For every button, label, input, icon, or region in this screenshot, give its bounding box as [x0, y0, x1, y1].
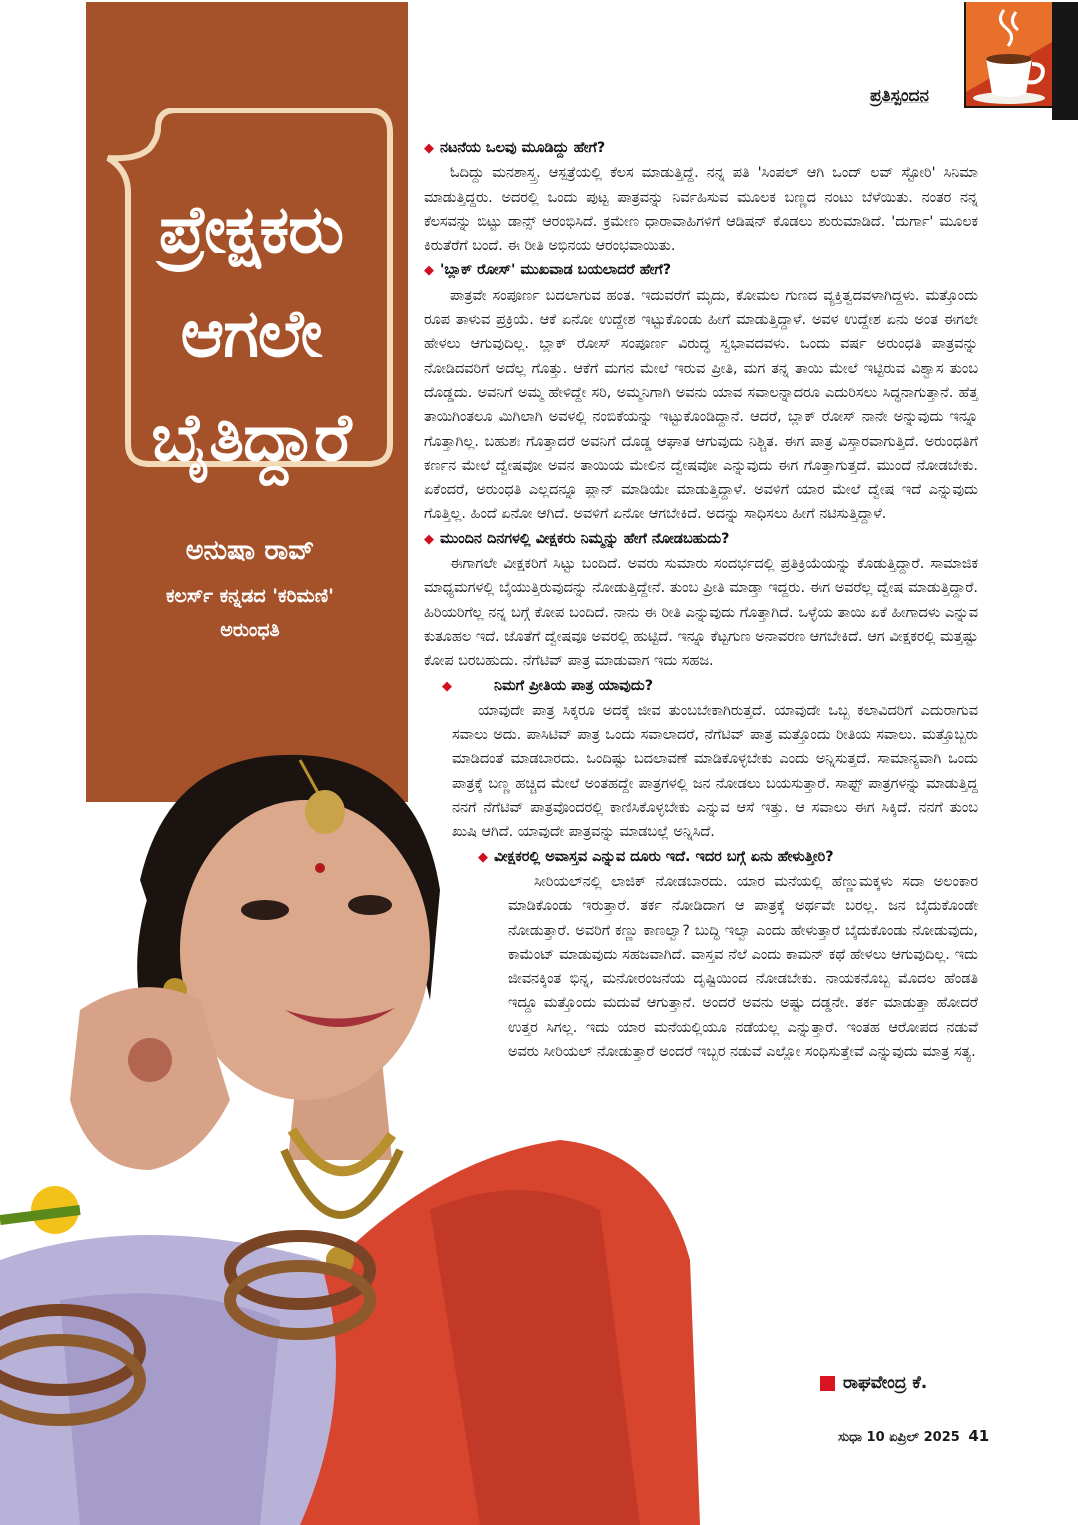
corner-strip — [1052, 2, 1078, 120]
red-square-icon — [820, 1376, 835, 1391]
interviewee-character: ಅರುಂಧತಿ — [220, 619, 280, 641]
headline-line: ಆಗಲೇ — [180, 295, 322, 372]
answer: ಪಾತ್ರವೇ ಸಂಪೂರ್ಣ ಬದಲಾಗುವ ಹಂತ. ಇದುವರೆಗೆ ಮೃದು, ಕೋಮಲ ಗುಣದ ವ್ಯಕ್ತಿತ್ವದವಳಾಗಿದ್ದಳು. ಮತ್ತೊಂದು ರೂಪ ತಾಳುವ ಪ್ರಕ್ರಿಯೆ. ಆಕೆ ಏನೋ ಉದ್ದೇಶ ಇಟ್ಟುಕೊಂಡು ಹೀಗೆ ಮಾಡುತ್ತಿದ್ದಾಳೆ. ಅವಳ ಉದ್ದೇಶ ಏನು ಅಂತ ಈಗಲೇ ಹೇಳಲು ಆಗುವುದಿಲ್ಲ. ಬ್ಲಾಕ್ ರೋಸ್ ಸಂಪೂರ್ಣ ವಿರುದ್ಧ ಸ್ವಭಾವದವಳು. ಒಂದು ವರ್ಷ ಅರುಂಧತಿ ಪಾತ್ರವನ್ನು ನೋಡಿದವರಿಗೆ ಅದೆಲ್ಲ ಗೊತ್ತು. ಆಕೆಗೆ ಮಗನ ಮೇಲೆ ಇರುವ ಪ್ರೀತಿ, ಮಗ ತನ್ನ ತಾಯಿ ಮೇಲೆ ಇಟ್ಟಿರುವ ವಿಶ್ವಾಸ ತುಂಬ ದೊಡ್ಡದು. ಅವನಿಗೆ ಅಮ್ಮ ಹೇಳಿದ್ದೇ ಸರಿ, ಅಮ್ಮನಿಗಾಗಿ ಅವನು ಯಾವ ಸವಾಲನ್ನಾದರೂ ಎದುರಿಸಲು ಸಿದ್ಧನಾಗುತ್ತಾನೆ. ಹೆತ್ತ ತಾಯಿಗಿಂತಲೂ ಮಿಗಿಲಾಗಿ ಅವಳಲ್ಲಿ ನಂಬಿಕೆಯನ್ನು ಇಟ್ಟುಕೊಂಡಿದ್ದಾನೆ. ಆದರೆ, ಬ್ಲಾಕ್ ರೋಸ್ ನಾನೇ ಅನ್ನುವುದು ಇನ್ನೂ ಗೊತ್ತಾಗಿಲ್ಲ. ಬಹುಶಃ ಗೊತ್ತಾದರೆ ಅವನಿಗೆ ದೊಡ್ಡ ಆಘಾತ ಆಗುವುದು ನಿಶ್ಚಿತ. ಈಗ ಪಾತ್ರ ವಿಸ್ತಾರವಾಗುತ್ತಿದೆ. ಅರುಂಧತಿಗೆ ಕರ್ಣನ ಮೇಲೆ ದ್ವೇಷವೋ ಅವನ ತಾಯಿಯ ಮೇಲಿನ ದ್ವೇಷವೋ ಎನ್ನುವುದು ಈಗ ಗೊತ್ತಾಗುತ್ತದೆ. ಮುಂದೆ ನೋಡಬೇಕು. ಏಕೆಂದರೆ, ಅರುಂಧತಿ ಎಲ್ಲದನ್ನೂ ಪ್ಲಾನ್ ಮಾಡಿಯೇ ಮಾಡುತ್ತಿದ್ದಾಳೆ. ಅವಳಿಗೆ ಯಾರ ಮೇಲೆ ದ್ವೇಷ ಇದೆ ಎನ್ನುವುದು ಗೊತ್ತಿಲ್ಲ. ಹಿಂದೆ ಏನೋ ಆಗಿದೆ. ಅವಳಿಗೆ ಏನೋ ಆಗಬೇಕಿದೆ. ಅದನ್ನು ಸಾಧಿಸಲು ಹೀಗೆ ನಟಿಸುತ್ತಿದ್ದಾಳೆ. — [424, 287, 978, 523]
question-text: 'ಬ್ಲಾಕ್ ರೋಸ್' ಮುಖವಾಡ ಬಯಲಾದರೆ ಹೇಗೆ? — [440, 262, 672, 279]
headline-line: ಬೈತಿದ್ದಾರೆ — [151, 399, 351, 476]
answer: ಯಾವುದೇ ಪಾತ್ರ ಸಿಕ್ಕರೂ ಅದಕ್ಕೆ ಜೀವ ತುಂಬಬೇಕಾಗಿರುತ್ತದೆ. ಯಾವುದೇ ಒಬ್ಬ ಕಲಾವಿದರಿಗೆ ಎದುರಾಗುವ ಸವಾಲು ಅದು. ಪಾಸಿಟಿವ್ ಪಾತ್ರ ಒಂದು ಸವಾಲಾದರೆ, ನೆಗೆಟಿವ್ ಪಾತ್ರ ಮತ್ತೊಂದು ರೀತಿಯ ಸವಾಲು. ಮತ್ತೊಬ್ಬರು ಮಾಡಿದಂತೆ ಮಾಡಬಾರದು. ಒಂದಿಷ್ಟು ಬದಲಾವಣೆ ಮಾಡಿಕೊಳ್ಳಬೇಕು ಎಂದು ಅನ್ನಿಸುತ್ತದೆ. ಸಾಮಾನ್ಯವಾಗಿ ಒಂದು ಪಾತ್ರಕ್ಕೆ ಬಣ್ಣ ಹಚ್ಚಿದ ಮೇಲೆ ಅಂತಹದ್ದೇ ಪಾತ್ರಗಳಲ್ಲಿ ಜನ ನೋಡಲು ಬಯಸುತ್ತಾರೆ. ಸಾಫ್ಟ್ ಪಾತ್ರಗಳನ್ನು ಮಾಡುತ್ತಿದ್ದ ನನಗೆ ನೆಗೆಟಿವ್ ಪಾತ್ರವೊಂದರಲ್ಲಿ ಕಾಣಿಸಿಕೊಳ್ಳಬೇಕು ಎನ್ನುವ ಆಸೆ ಇತ್ತು. ಆ ಸವಾಲು ಈಗ ಸಿಕ್ಕಿದೆ. ನನಗೆ ತುಂಬ ಖುಷಿ ಆಗಿದೆ. ಯಾವುದೇ ಪಾತ್ರವನ್ನು ಮಾಡಬಲ್ಲೆ ಅನ್ನಿಸಿದೆ. — [452, 702, 978, 841]
coffee-cup-icon — [966, 2, 1052, 106]
page-footer — [838, 1427, 989, 1445]
diamond-bullet-icon: ◆ — [478, 849, 488, 865]
section-label: ಪ್ರತಿಸ್ಪಂದನ — [870, 86, 929, 106]
question — [478, 845, 978, 870]
answer: ಈಗಾಗಲೇ ವೀಕ್ಷಕರಿಗೆ ಸಿಟ್ಟು ಬಂದಿದೆ. ಅವರು ಸುಮಾರು ಸಂದರ್ಭದಲ್ಲಿ ಪ್ರತಿಕ್ರಿಯೆಯನ್ನು ಕೊಡುತ್ತಿದ್ದಾರೆ. ಸಾಮಾಜಿಕ ಮಾಧ್ಯಮಗಳಲ್ಲಿ ಬೈಯುತ್ತಿರುವುದನ್ನು ನೋಡುತ್ತಿದ್ದೇನೆ. ತುಂಬ ಪ್ರೀತಿ ಮಾಡ್ತಾ ಇದ್ದರು. ಈಗ ಅವರೆಲ್ಲ ದ್ವೇಷ ಮಾಡುತ್ತಿದ್ದಾರೆ. ಹಿರಿಯರಿಗೆಲ್ಲ ನನ್ನ ಬಗ್ಗೆ ಕೋಪ ಬಂದಿದೆ. ನಾನು ಈ ರೀತಿ ಎನ್ನುವುದು ಗೊತ್ತಾಗಿದೆ. ಒಳ್ಳೆಯ ತಾಯಿ ಏಕೆ ಹೀಗಾದಳು ಎನ್ನುವ ಕುತೂಹಲ ಇದೆ. ಜೊತೆಗೆ ದ್ವೇಷವೂ ಅವರಲ್ಲಿ ಹುಟ್ಟಿದೆ. ಇನ್ನೂ ಕೆಟ್ಟಗುಣ ಅನಾವರಣ ಆಗಬೇಕಿದೆ. ಆಗ ವೀಕ್ಷಕರಲ್ಲಿ ಮತ್ತಷ್ಟು ಕೋಪ ಬರಬಹುದು. ನೆಗೆಟಿವ್ ಪಾತ್ರ ಮಾಡುವಾಗ ಇದು ಸಹಜ. — [424, 556, 978, 670]
question — [424, 258, 978, 283]
interviewee-name: ಅನುಷಾ ರಾವ್ — [185, 535, 315, 566]
question-text: ನಿಮಗೆ ಪ್ರೀತಿಯ ಪಾತ್ರ ಯಾವುದು? — [494, 677, 654, 694]
diamond-bullet-icon: ◆ — [442, 678, 452, 694]
answer: ಓದಿದ್ದು ಮನಶಾಸ್ತ್ರ. ಆಸ್ಪತ್ರೆಯಲ್ಲಿ ಕೆಲಸ ಮಾಡುತ್ತಿದ್ದೆ. ನನ್ನ ಪತಿ 'ಸಿಂಪಲ್ ಆಗಿ ಒಂದ್ ಲವ್ ಸ್ಟೋರಿ' ಸಿನಿಮಾ ಮಾಡುತ್ತಿದ್ದರು. ಅದರಲ್ಲಿ ಒಂದು ಪುಟ್ಟ ಪಾತ್ರವನ್ನು ನಿರ್ವಹಿಸುವ ಮೂಲಕ ಬಣ್ಣದ ನಂಟು ಬೆಳೆಯಿತು. ನಂತರ ನನ್ನ ಕೆಲಸವನ್ನು ಬಿಟ್ಟು ಡಾನ್ಸ್ ಆರಂಭಿಸಿದೆ. ಕ್ರಮೇಣ ಧಾರಾವಾಹಿಗಳಿಗೆ ಆಡಿಷನ್ ಕೊಡಲು ಶುರುಮಾಡಿದೆ. 'ದುರ್ಗಾ' ಮೂಲಕ ಕಿರುತೆರೆಗೆ ಬಂದೆ. ಈ ರೀತಿ ಅಭಿನಯ ಆರಂಭವಾಯಿತು. — [424, 165, 978, 255]
qa-block — [424, 258, 978, 526]
magazine-issue: ಸುಧಾ 10 ಏಪ್ರಿಲ್ 2025 — [838, 1430, 960, 1445]
headline — [112, 178, 390, 490]
headline-line: ಪ್ರೇಕ್ಷಕರು — [158, 191, 344, 268]
diamond-bullet-icon: ◆ — [424, 263, 434, 279]
qa-block — [424, 527, 978, 674]
question-text: ನಟನೆಯ ಒಲವು ಮೂಡಿದ್ದು ಹೇಗೆ? — [440, 140, 606, 156]
article-body — [424, 136, 978, 1064]
diamond-bullet-icon: ◆ — [424, 141, 434, 156]
question — [424, 527, 978, 552]
question-text: ಮುಂದಿನ ದಿನಗಳಲ್ಲಿ ವೀಕ್ಷಕರು ನಿಮ್ಮನ್ನು ಹೇಗೆ ನೋಡಬಹುದು? — [440, 530, 730, 547]
question-text: ವೀಕ್ಷಕರಲ್ಲಿ ಅವಾಸ್ತವ ಎನ್ನುವ ದೂರು ಇದೆ. ಇದರ ಬಗ್ಗೆ ಏನು ಹೇಳುತ್ತೀರಿ? — [494, 848, 834, 865]
author-name: ರಾಘವೇಂದ್ರ ಕೆ. — [843, 1373, 928, 1393]
question — [424, 136, 978, 161]
byline — [100, 535, 400, 647]
answer: ಸೀರಿಯಲ್‌ನಲ್ಲಿ ಲಾಜಿಕ್ ನೋಡಬಾರದು. ಯಾರ ಮನೆಯಲ್ಲಿ ಹೆಣ್ಣುಮಕ್ಕಳು ಸದಾ ಅಲಂಕಾರ ಮಾಡಿಕೊಂಡು ಇರುತ್ತಾರೆ. ತರ್ಕ ನೋಡಿದಾಗ ಆ ಪಾತ್ರಕ್ಕೆ ಅರ್ಥವೇ ಬರಲ್ಲ. ಜನ ಬೈದುಕೊಂಡೇ ನೋಡುತ್ತಾರೆ. ಅವರಿಗೆ ಕಣ್ಣು ಕಾಣಲ್ವಾ? ಬುದ್ಧಿ ಇಲ್ವಾ ಎಂದು ಹೇಳುತ್ತಾರೆ ಬೈದುಕೊಂಡು ನೋಡುವುದು, ಕಾಮೆಂಟ್ ಮಾಡುವುದು ಸಹಜವಾಗಿದೆ. ವಾಸ್ತವ ನೆಲೆ ಎಂದು ಕಾಮನ್ ಕಥೆ ಹೇಳಲು ಆಗುವುದಿಲ್ಲ. ಇದು ಜೀವನಕ್ಕಿಂತ ಭಿನ್ನ, ಮನೋರಂಜನೆಯ ದೃಷ್ಟಿಯಿಂದ ನೋಡಬೇಕು. ನಾಯಕನೊಬ್ಬ ಮೊದಲ ಹೆಂಡತಿ ಇದ್ದೂ ಮತ್ತೊಂದು ಮದುವೆ ಆಗುತ್ತಾನೆ. ಅಂದರೆ ಅವನು ಅಷ್ಟು ದಡ್ಡನೇ. ತರ್ಕ ಮಾಡುತ್ತಾ ಹೋದರೆ ಉತ್ತರ ಸಿಗಲ್ಲ. ಇದು ಯಾರ ಮನೆಯಲ್ಲಿಯೂ ನಡೆಯಲ್ಲ ಎನ್ನುತ್ತಾರೆ. ಇಂತಹ ಆರೋಪದ ನಡುವೆ ಅವರು ಸೀರಿಯಲ್ ನೋಡುತ್ತಾರೆ ಅಂದರೆ ಇಬ್ಬರ ನಡುವೆ ಎಲ್ಲೋ ಸಂಧಿಸುತ್ತೇವೆ ಎನ್ನುವುದು ಮಾತ್ರ ಸತ್ಯ. — [508, 873, 978, 1060]
qa-block — [424, 845, 978, 1065]
author-credit — [820, 1373, 927, 1393]
qa-block — [424, 674, 978, 845]
page-number: 41 — [968, 1427, 990, 1445]
question — [442, 674, 978, 699]
qa-block — [424, 136, 978, 258]
diamond-bullet-icon: ◆ — [424, 531, 434, 547]
interviewee-role: ಕಲರ್ಸ್ ಕನ್ನಡದ 'ಕರಿಮಣಿ' — [166, 585, 334, 607]
